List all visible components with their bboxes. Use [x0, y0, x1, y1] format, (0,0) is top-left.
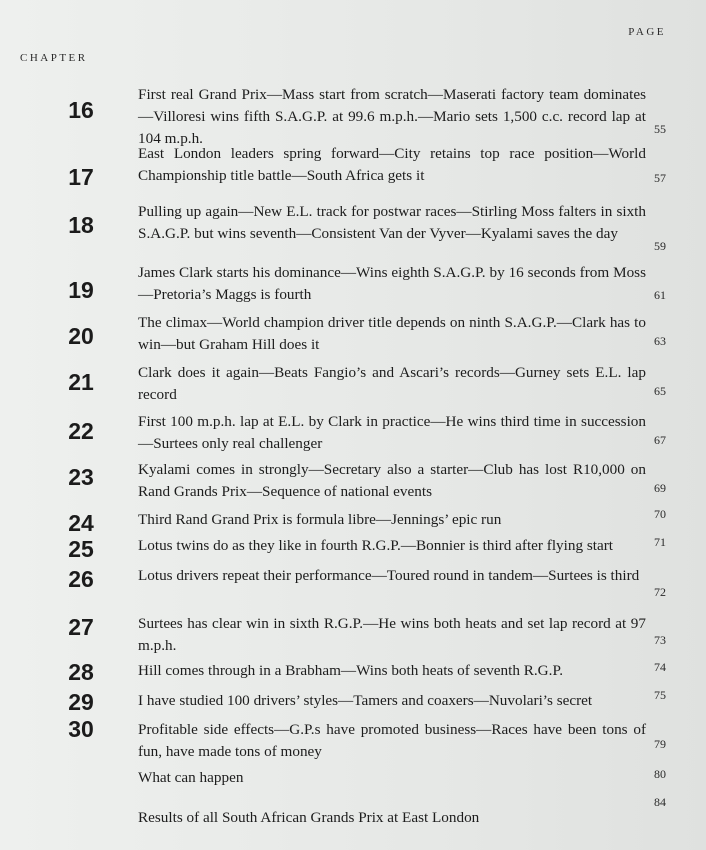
page-number: 57 [654, 171, 666, 185]
chapter-description: Lotus drivers repeat their performance—Toured round in tandem—Surtees is third [138, 567, 640, 584]
chapter-description: Kyalami comes in strongly—Secretary also a starter—Club has lost R10,000 on Rand Grands Prix—Sequence of national events [138, 461, 646, 500]
page-number: 84 [654, 795, 666, 809]
page-number: 80 [654, 767, 666, 781]
chapter-number: 17 [68, 164, 94, 190]
page-number: 55 [654, 122, 666, 136]
chapter-description: Lotus twins do as they like in fourth R.G.P.—Bonnier is third after flying start [138, 537, 613, 554]
chapter-description: First 100 m.p.h. lap at E.L. by Clark in practice—He wins third time in succession—Surtees only real challenger [138, 413, 646, 452]
chapter-number: 21 [68, 369, 94, 395]
chapter-number: 29 [68, 689, 94, 715]
chapter-description: East London leaders spring forward—City retains top race position—World Championship title battle—South Africa gets it [138, 145, 646, 184]
chapter-number: 23 [68, 464, 94, 490]
chapter-number: 18 [68, 212, 94, 238]
chapter-description: What can happen [138, 769, 244, 786]
page-number: 75 [654, 688, 666, 702]
page-number: 65 [654, 384, 666, 398]
chapter-number: 27 [68, 614, 94, 640]
chapter-description: Surtees has clear win in sixth R.G.P.—He wins both heats and set lap record at 97 m.p.h. [138, 615, 646, 654]
page-number: 61 [654, 288, 666, 302]
page-number: 72 [654, 585, 666, 599]
chapter-number: 26 [68, 566, 94, 592]
chapter-number: 16 [68, 97, 94, 123]
page-number: 59 [654, 239, 666, 253]
page-number: 67 [654, 433, 666, 447]
page-number: 79 [654, 737, 666, 751]
chapter-description: First real Grand Prix—Mass start from scratch—Maserati factory team dominates—Villoresi wins fifth S.A.G.P. at 99.6 m.p.h.—Mario sets 1,500 c.c. record lap at 104 m.p.h. [138, 86, 646, 147]
chapter-description: Third Rand Grand Prix is formula libre—Jennings’ epic run [138, 511, 502, 528]
chapter-number: 24 [68, 510, 94, 536]
page-number: 71 [654, 535, 666, 549]
page-number: 70 [654, 507, 666, 521]
page-number: 63 [654, 334, 666, 348]
chapter-description: Hill comes through in a Brabham—Wins both heats of seventh R.G.P. [138, 662, 564, 679]
chapter-description: Profitable side effects—G.P.s have promoted business—Races have been tons of fun, have made tons of money [138, 721, 646, 760]
chapter-description: James Clark starts his dominance—Wins eighth S.A.G.P. by 16 seconds from Moss—Pretoria’s Maggs is fourth [138, 264, 646, 303]
chapter-number: 25 [68, 536, 94, 562]
page-number: 74 [654, 660, 666, 674]
page-column-header: PAGE [628, 26, 666, 38]
page-number: 69 [654, 481, 666, 495]
chapter-description: I have studied 100 drivers’ styles—Tamers and coaxers—Nuvolari’s secret [138, 692, 593, 709]
chapter-number: 22 [68, 418, 94, 444]
chapter-number: 19 [68, 277, 94, 303]
chapter-description: Results of all South African Grands Prix at East London [138, 809, 480, 826]
chapter-description: The climax—World champion driver title depends on ninth S.A.G.P.—Clark has to win—but Graham Hill does it [138, 314, 646, 353]
chapter-number: 20 [68, 323, 94, 349]
chapter-number: 30 [68, 716, 94, 742]
chapter-description: Pulling up again—New E.L. track for postwar races—Stirling Moss falters in sixth S.A.G.P. but wins seventh—Consistent Van der Vyver—Kyalami saves the day [138, 203, 646, 242]
chapter-number: 28 [68, 659, 94, 685]
chapter-description: Clark does it again—Beats Fangio’s and Ascari’s records—Gurney sets E.L. lap record [138, 364, 646, 403]
page-number: 73 [654, 633, 666, 647]
chapter-column-header: CHAPTER [20, 52, 88, 64]
